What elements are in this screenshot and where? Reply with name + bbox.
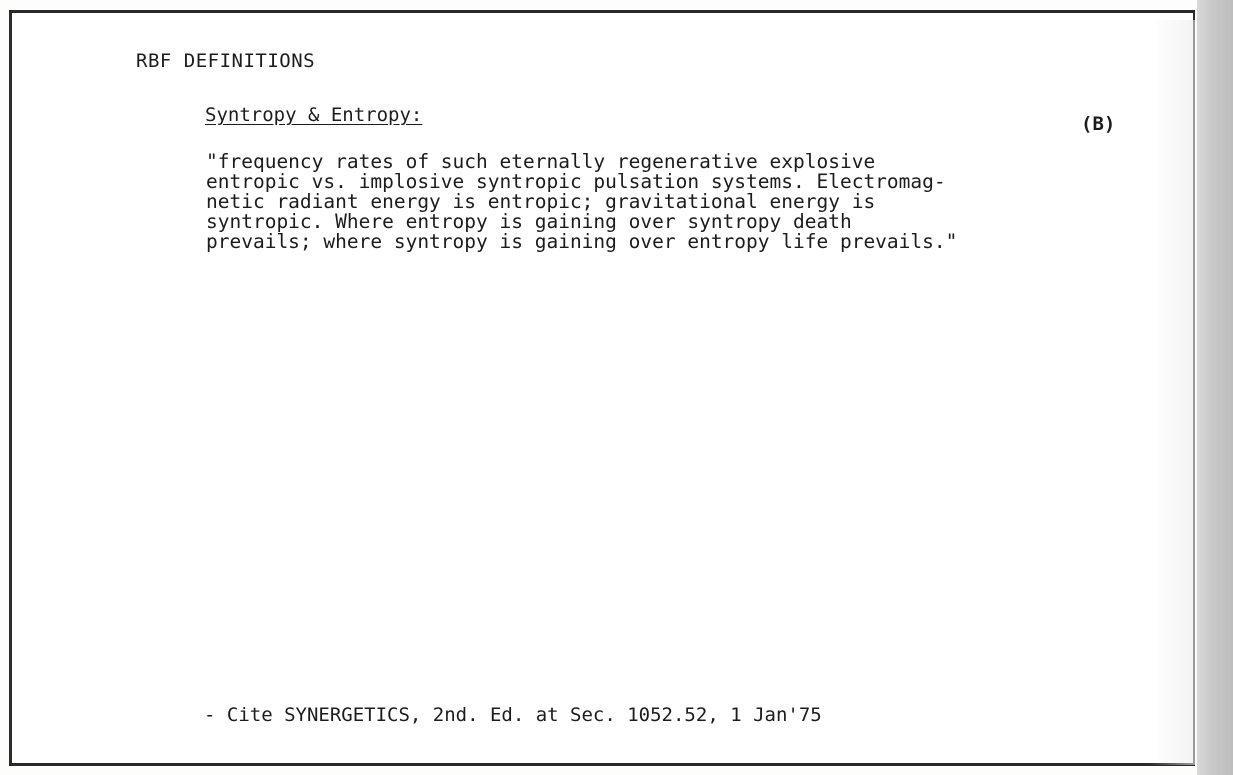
quote-line: "frequency rates of such eternally regenerative explosive [206,150,876,173]
scanner-shadow [1197,0,1233,775]
quote-line: prevails; where syntropy is gaining over entropy life prevails." [206,230,958,253]
quote-line: netic radiant energy is entropic; gravitational energy is [206,190,876,213]
entry-heading: Syntropy & Entropy: [205,104,423,126]
entry-marker: (B) [1081,113,1116,135]
definition-quote [206,152,1106,252]
quote-line: entropic vs. implosive syntropic pulsation systems. Electromag- [206,170,946,193]
card-edge-shading [1150,20,1195,765]
index-card [9,10,1195,766]
quote-line: syntropic. Where entropy is gaining over syntropy death [206,210,852,233]
citation: - Cite SYNERGETICS, 2nd. Ed. at Sec. 1052.52, 1 Jan'75 [204,704,822,726]
card-header: RBF DEFINITIONS [136,50,316,72]
